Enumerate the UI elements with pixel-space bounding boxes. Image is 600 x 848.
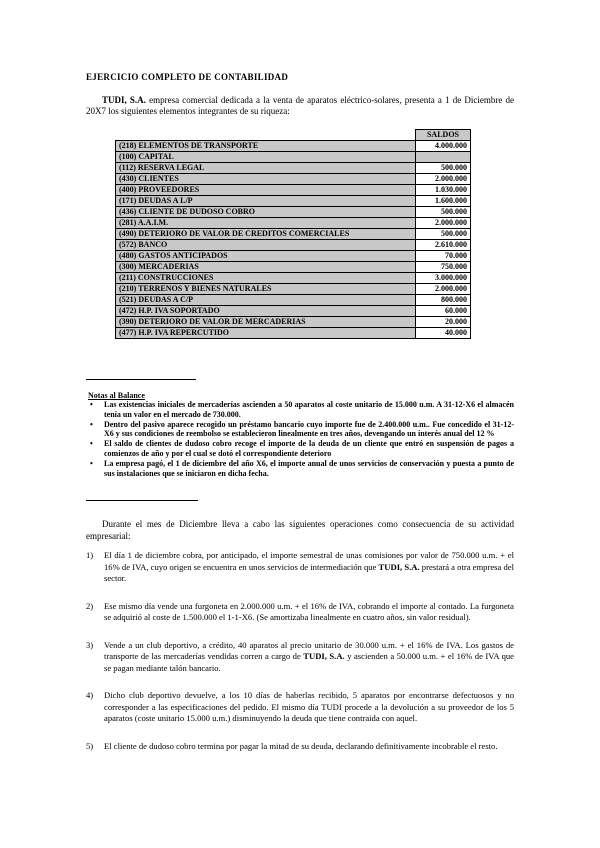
table-row xyxy=(116,141,471,152)
operations-list xyxy=(86,550,514,752)
table-row-value: 500.000 xyxy=(416,163,471,174)
table-header-blank xyxy=(116,130,416,141)
bullet-icon: • xyxy=(90,419,93,429)
table-row xyxy=(116,218,471,229)
table-row-label: (281) A.A.I.M. xyxy=(116,218,416,229)
table-row-label: (171) DEUDAS A L/P xyxy=(116,196,416,207)
op-text: prestará a otra empresa del sector. xyxy=(104,561,514,583)
table-row-value: 2.000.000 xyxy=(416,218,471,229)
table-row xyxy=(116,284,471,295)
notes-list xyxy=(88,400,514,478)
note-text: Dentro del pasivo aparece recogido un préstamo bancario cuyo importe fue de 2.400.000 u.m.. Fue concedido el 31-12-X6 y sus condiciones de reembolso se establecieron linealmente en tres años, devengando un interés anual del 12 % xyxy=(104,419,514,439)
table-row-label: (112) RESERVA LEGAL xyxy=(116,163,416,174)
company-name: TUDI, S.A. xyxy=(378,561,420,572)
table-row-value: 3.000.000 xyxy=(416,273,471,284)
table-row-value: 500.000 xyxy=(416,207,471,218)
table-row xyxy=(116,240,471,251)
op-text: El día 1 de diciembre cobra, por anticipado, el importe semestral de unas comisiones por valor de 750.000 u.m. + el 16% de IVA, cuyo origen se encuentra en unos servicios de intermediación que xyxy=(104,550,514,572)
table-row-value: 2.610.000 xyxy=(416,240,471,251)
table-row-label: (472) H.P. IVA SOPORTADO xyxy=(116,306,416,317)
table-row-label: (211) CONSTRUCCIONES xyxy=(116,273,416,284)
table-row-value: 60.000 xyxy=(416,306,471,317)
table-header-saldos: SALDOS xyxy=(416,130,471,141)
exercise-title: EJERCICIO COMPLETO DE CONTABILIDAD xyxy=(86,72,289,82)
table-row-label: (400) PROVEEDORES xyxy=(116,185,416,196)
list-item xyxy=(88,400,514,420)
table-row xyxy=(116,196,471,207)
op-text: y ascienden a 50.000 u.m. + el 16% de IVA que se pagan mediante talón bancario. xyxy=(104,651,514,673)
bullet-icon: • xyxy=(90,458,93,468)
table-row xyxy=(116,317,471,328)
table-row-label: (477) H.P. IVA REPERCUTIDO xyxy=(116,328,416,339)
list-item xyxy=(86,741,514,753)
table-row-label: (430) CLIENTES xyxy=(116,174,416,185)
intro-text: empresa comercial dedicada a la venta de aparatos eléctrico-solares, presenta a 1 de Diciembre de 20X7 los siguientes elementos integrantes de su riqueza: xyxy=(86,95,514,116)
table-row xyxy=(116,295,471,306)
table-row-label: (300) MERCADERIAS xyxy=(116,262,416,273)
table-row xyxy=(116,306,471,317)
op-text: Vende a un club deportivo, a crédito, 40 aparatos al precio unitario de 30.000 u.m. + el 16% de IVA. Los gastos de transporte de las mercaderías vendidas corren a cargo de xyxy=(104,639,514,661)
item-number: 3) xyxy=(86,639,94,650)
item-number: 5) xyxy=(86,740,94,751)
table-row xyxy=(116,273,471,284)
table-row xyxy=(116,174,471,185)
table-row-label: (436) CLIENTE DE DUDOSO COBRO xyxy=(116,207,416,218)
table-row-label: (100) CAPITAL xyxy=(116,152,416,163)
note-text: La empresa pagó, el 1 de diciembre del año X6, el importe anual de unos servicios de conservación y puesta a punto de sus instalaciones que se iniciaron en dicha fecha. xyxy=(104,458,514,478)
table-row xyxy=(116,152,471,163)
table-row-label: (218) ELEMENTOS DE TRANSPORTE xyxy=(116,141,416,152)
list-item xyxy=(88,459,514,479)
op-text: Dicho club deportivo devuelve, a los 10 días de haberlas recibido, 5 aparatos por encontrarse defectuosos y no corresponder a las especificaciones del pedido. El mismo día TUDI procede a la devolución a su proveedor de los 5 aparatos (coste unitario 15.000 u.m.) disminuyendo la deuda que tiene contraida con aquel. xyxy=(104,690,514,723)
note-text: El saldo de clientes de dudoso cobro recoge el importe de la deuda de un cliente que entró en suspensión de pagos a comienzos de año y por el cual se dotó el correspondiente deterioro xyxy=(104,439,514,458)
note-text: Las existencias iniciales de mercaderías ascienden a 50 aparatos al coste unitario de 15.000 u.m. A 31-12-X6 el almacén tenía un valor en el mercado de 730.000. xyxy=(104,400,514,419)
item-number: 4) xyxy=(86,690,94,700)
notes-title: Notas al Balance xyxy=(88,391,145,400)
table-row-value: 2.000.000 xyxy=(416,174,471,185)
table-row xyxy=(116,262,471,273)
table-row-value: 4.000.000 xyxy=(416,141,471,152)
table-row-value: 800.000 xyxy=(416,295,471,306)
table-header-row xyxy=(116,130,471,141)
table-row-value: 750.000 xyxy=(416,262,471,273)
table-row-value: 500.000 xyxy=(416,229,471,240)
list-item xyxy=(86,601,514,624)
bullet-icon: • xyxy=(90,439,93,449)
list-item xyxy=(86,550,514,585)
table-row-label: (572) BANCO xyxy=(116,240,416,251)
table-row-value: 2.000.000 xyxy=(416,284,471,295)
op-text: El cliente de dudoso cobro termina por pagar la mitad de su deuda, declarando definitivamente incobrable el resto. xyxy=(104,740,498,751)
section-divider xyxy=(86,500,198,501)
table-row xyxy=(116,251,471,262)
list-item xyxy=(86,690,514,725)
table-row xyxy=(116,229,471,240)
bullet-icon: • xyxy=(90,400,93,409)
table-row xyxy=(116,328,471,339)
table-row-label: (521) DEUDAS A C/P xyxy=(116,295,416,306)
table-row xyxy=(116,207,471,218)
company-name: TUDI, S.A. xyxy=(303,651,345,661)
list-item xyxy=(86,640,514,675)
item-number: 2) xyxy=(86,600,94,611)
section-divider xyxy=(86,379,196,380)
op-text: Ese mismo día vende una furgoneta en 2.000.000 u.m. + el 16% de IVA, cobrando el importe al contado. La furgoneta se adquirió al coste de 1.500.000 el 1-1-X6. (Se amortizaba linealmente en cuatro años, sin valor residual). xyxy=(104,600,514,622)
table-row-label: (210) TERRENOS Y BIENES NATURALES xyxy=(116,284,416,295)
intro-paragraph xyxy=(86,95,514,117)
table-row xyxy=(116,185,471,196)
operations-intro: Durante el mes de Diciembre lleva a cabo las siguientes operaciones como consecuencia de su actividad empresarial: xyxy=(86,519,514,541)
table-row-value: 20.000 xyxy=(416,317,471,328)
table-row-value: 70.000 xyxy=(416,251,471,262)
table-row-label: (490) DETERIORO DE VALOR DE CREDITOS COMERCIALES xyxy=(116,229,416,240)
table-row xyxy=(116,163,471,174)
table-row-value xyxy=(416,152,471,163)
table-row-value: 40.000 xyxy=(416,328,471,339)
list-item xyxy=(88,420,514,440)
table-row-label: (390) DETERIORO DE VALOR DE MERCADERIAS xyxy=(116,317,416,328)
list-item xyxy=(88,439,514,459)
item-number: 1) xyxy=(86,550,94,560)
balance-table xyxy=(115,129,471,339)
table-row-label: (480) GASTOS ANTICIPADOS xyxy=(116,251,416,262)
table-row-value: 1.030.000 xyxy=(416,185,471,196)
table-row-value: 1.600.000 xyxy=(416,196,471,207)
company-name: TUDI, S.A. xyxy=(102,95,146,105)
